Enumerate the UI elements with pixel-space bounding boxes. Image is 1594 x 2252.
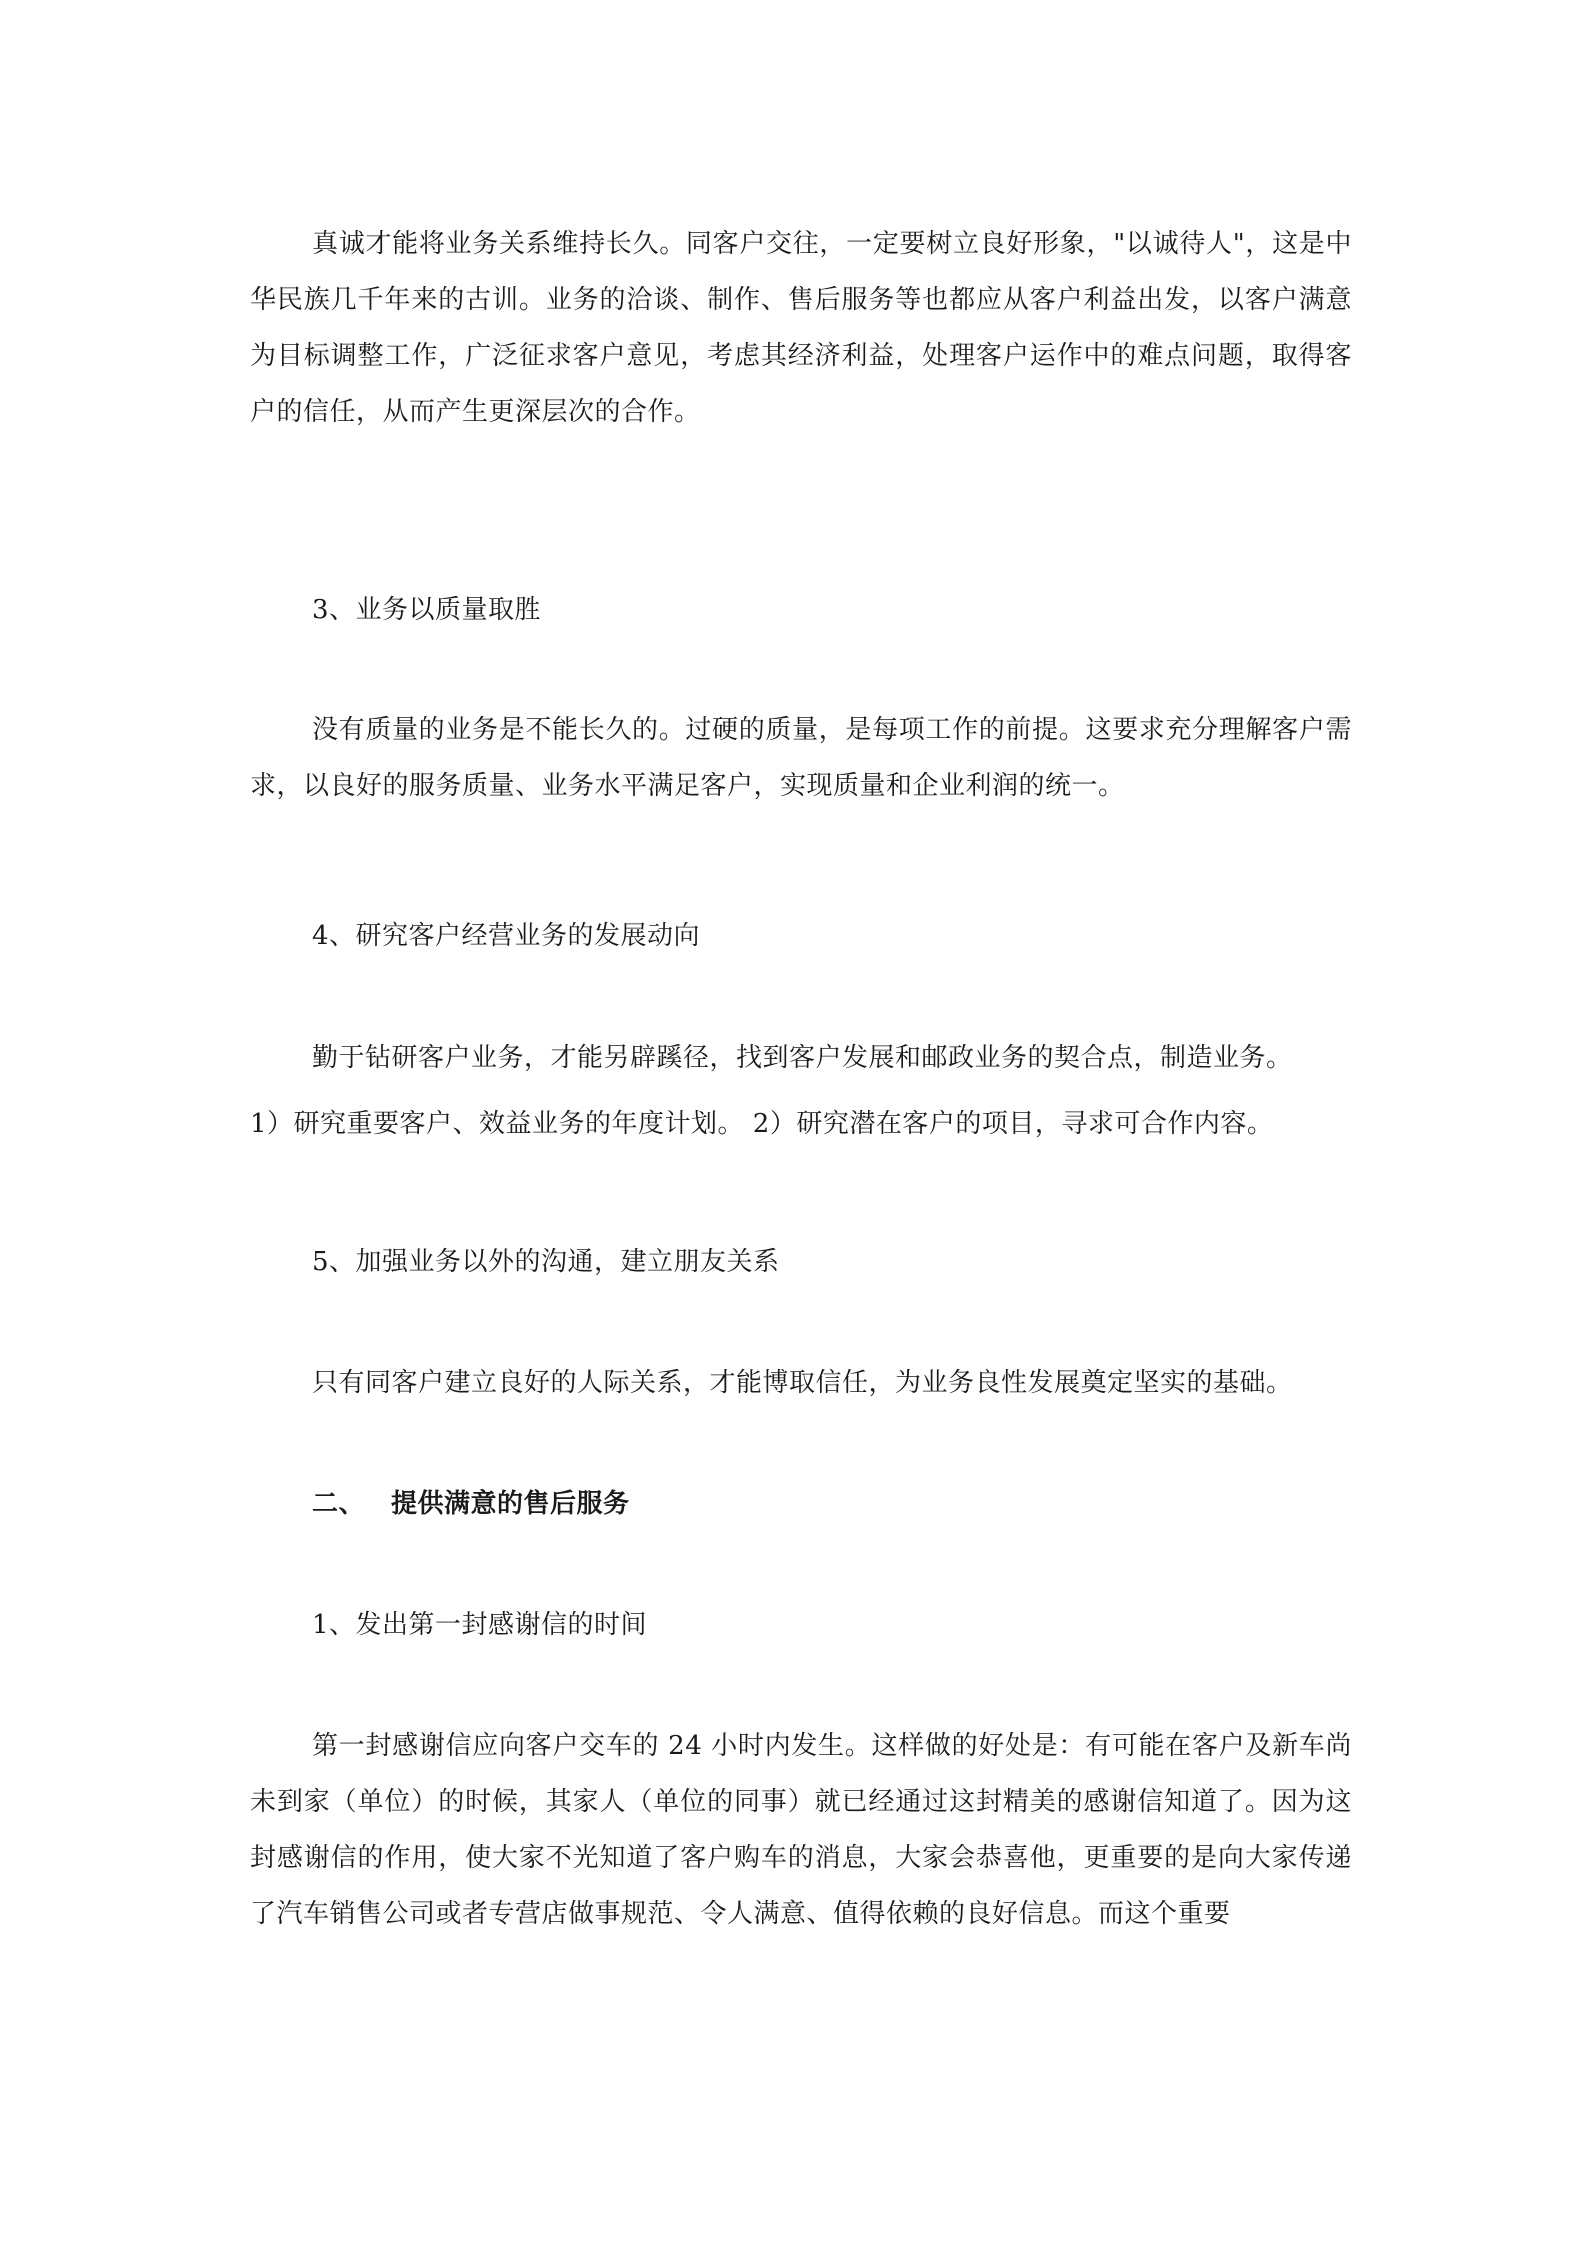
section-heading-after-sales	[312, 1476, 630, 1532]
paragraph-research: 勤于钻研客户业务，才能另辟蹊径，找到客户发展和邮政业务的契合点，制造业务。	[312, 1043, 1293, 1073]
paragraph-research-items: 1）研究重要客户、效益业务的年度计划。 2）研究潜在客户的项目，寻求可合作内容。	[250, 1109, 1274, 1139]
section-title: 提供满意的售后服务	[391, 1489, 630, 1519]
paragraph-thank-you-letter: 第一封感谢信应向客户交车的 24 小时内发生。这样做的好处是：有可能在客户及新车尚未到家（单位）的时候，其家人（单位的同事）就已经通过这封精美的感谢信知道了。因为这封感谢信的作用，使大家不光知道了客户购车的消息，大家会恭喜他，更重要的是向大家传递了汽车销售公司或者专营店做事规范、令人满意、值得依赖的良好信息。而这个重要	[250, 1731, 1352, 1929]
section-number: 二、	[312, 1489, 366, 1519]
heading-thank-you-letter: 1、发出第一封感谢信的时间	[312, 1610, 648, 1640]
paragraph-quality: 没有质量的业务是不能长久的。过硬的质量，是每项工作的前提。这要求充分理解客户需求，以良好的服务质量、业务水平满足客户，实现质量和企业利润的统一。	[250, 715, 1352, 801]
heading-communication: 5、加强业务以外的沟通，建立朋友关系	[312, 1247, 780, 1277]
heading-quality: 3、业务以质量取胜	[312, 595, 542, 625]
paragraph-integrity: 真诚才能将业务关系维持长久。同客户交往，一定要树立良好形象，"以诚待人"，这是中华民族几千年来的古训。业务的洽谈、制作、售后服务等也都应从客户利益出发，以客户满意为目标调整工作，广泛征求客户意见，考虑其经济利益，处理客户运作中的难点问题，取得客户的信任，从而产生更深层次的合作。	[250, 229, 1352, 427]
heading-research: 4、研究客户经营业务的发展动向	[312, 921, 701, 951]
paragraph-communication: 只有同客户建立良好的人际关系，才能博取信任，为业务良性发展奠定坚实的基础。	[312, 1368, 1293, 1398]
